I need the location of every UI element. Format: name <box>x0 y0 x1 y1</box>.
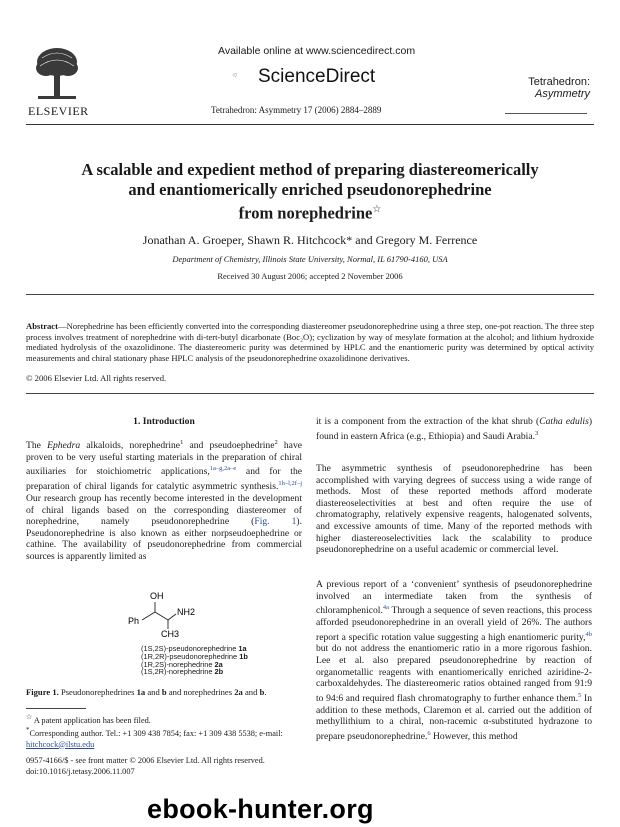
abstract-divider <box>26 393 594 394</box>
abstract-copyright: © 2006 Elsevier Ltd. All rights reserved. <box>26 373 167 383</box>
intro-paragraph-1: The Ephedra alkaloids, norephedrine$^1$ and pseudoephedrine$^2$ have proven to be very useful starting materials in the preparation of chiral auxiliaries for stoichiometric applications,$^{1a-g,2a-e}$ and for the preparation of chiral ligands for catalytic asymmetric synthesis.$^{1h-l,2f-j}$ Our research group has recently become interested in the development of chiral ligands based on the corresponding diastereomer of norephedrine, namely pseudonorephedrine (Fig. 1). Pseudonorephedrine is also known as either norpseudoephedrine or cathine. The availability of pseudonorephedrine from commercial sources is apparently limited as <box>26 439 302 562</box>
publisher-name: ELSEVIER <box>28 104 89 118</box>
abstract <box>26 321 594 363</box>
title-divider <box>26 294 594 295</box>
legend-entry: (1R,2S)-norephedrine 2a <box>141 659 223 669</box>
reference-link[interactable]: 1h–l,2f–j <box>278 480 302 488</box>
issn-line: 0957-4166/$ - see front matter © 2006 Elsevier Ltd. All rights reserved. <box>26 756 265 765</box>
legend-entry: (1S,2S)-pseudonorephedrine 1a <box>141 644 247 653</box>
corresponding-author-note: Corresponding author. Tel.: +1 309 438 7854; fax: +1 309 438 5538; e-mail: <box>29 729 283 739</box>
doi-line[interactable]: doi:10.1016/j.tetasy.2006.11.007 <box>26 766 135 776</box>
title-line-3: from norephedrine <box>238 203 373 223</box>
legend-entry: (1S,2R)-norephedrine 2b <box>141 667 224 677</box>
footnotes: ☆ A patent application has been filed. *Corresponding author. Tel.: +1 309 438 7854; fax: +1 309 438 5538; e-mail: hitchcock@ilstu.edu <box>26 714 283 749</box>
title-star-icon[interactable]: ☆ <box>372 204 382 215</box>
author-list: Jonathan A. Groeper, Shawn R. Hitchcock* and Gregory M. Ferrence <box>142 233 478 247</box>
atom-oh: OH <box>150 591 164 601</box>
figure1-structure <box>128 590 200 638</box>
author-email-link[interactable]: hitchcock@ilstu.edu <box>26 739 95 749</box>
reference-link[interactable]: 5 <box>578 691 582 699</box>
reference-link[interactable]: Fig. 1 <box>254 516 297 528</box>
figure-label: Figure 1. <box>26 687 59 697</box>
reference-link[interactable]: 6 <box>427 729 431 737</box>
elsevier-tree-logo <box>34 44 80 106</box>
intro-col2-paragraph-0: it is a component from the extraction of the khat shrub (Catha edulis) found in eastern Africa (e.g., Ethiopia) and Saudi Arabia.$^3$ <box>316 416 593 442</box>
sciencedirect-wordmark: ScienceDirect <box>258 66 376 87</box>
footnote-star-icon: ☆ <box>26 714 33 721</box>
atom-ph: Ph <box>128 616 140 626</box>
title-line-1: A scalable and expedient method of preparing diastereomerically <box>81 160 539 179</box>
figure-caption-text: Pseudonorephedrines 1a and b and norephedrines 2a and b. <box>60 687 267 697</box>
reference-link[interactable]: 4b <box>585 630 592 638</box>
atom-ch3: CH3 <box>161 629 180 638</box>
watermark: ebook-hunter.org <box>147 794 374 824</box>
intro-col2-paragraph-1: The asymmetric synthesis of pseudonorephedrine has been accomplished with varying degrees of success using a wide range of methods. Most of these reported methods afford moderate diastereoselectivities at best and often require the use of chromatography, relatively expensive reagents, halogenated solvents, and excessive amounts of time. Many of the reported methods with higher diastereoselectivities lack the scalability to produce pseudonorephedrine on a useful academic or commercial level. <box>316 463 592 556</box>
journal-name-line2: Asymmetry <box>535 88 590 100</box>
reference-link[interactable]: 4a <box>382 604 390 612</box>
received-dates: Received 30 August 2006; accepted 2 November 2006 <box>217 271 403 281</box>
journal-name <box>498 76 590 100</box>
journal-name-line1: Tetrahedron: <box>528 76 590 88</box>
affiliation: Department of Chemistry, Illinois State University, Normal, IL 61790-4160, USA <box>172 254 448 264</box>
journal-citation: Tetrahedron: Asymmetry 17 (2006) 2884–2889 <box>211 105 382 115</box>
header-divider <box>26 124 594 125</box>
figure1-caption <box>26 687 267 697</box>
abstract-label: Abstract <box>26 321 58 331</box>
section-heading: 1. Introduction <box>133 416 195 427</box>
abstract-text: —Norephedrine has been efficiently converted into the corresponding diastereomer pseudonorephedrine using a three step, one-pot reaction. The three step process involves treatment of norephedrine with di-tert-butyl dicarbonate (Boc₂O); cyclization by way of mesylate formation at the alcohol; and lithium hydroxide mediated hydrolysis of the oxazolidinone. The diastereomeric purity was determined by HPLC and the enantiomeric purity was determined by optical activity measurements and chiral stationary phase HPLC analysis of the pseudonorephedrine oxazolidinone derivatives. <box>26 321 594 363</box>
sciencedirect-dots-icon <box>232 62 258 88</box>
patent-note: A patent application has been filed. <box>33 715 151 725</box>
atom-nh2: NH2 <box>177 607 196 617</box>
reference-link[interactable]: 1a–g,2a–e <box>209 465 237 473</box>
issn-doi <box>26 756 265 777</box>
intro-col2-paragraph-2: A previous report of a ‘convenient’ synthesis of pseudonorephedrine involved an intermediate taken from the synthesis of chloramphenicol.$^{4a}$ Through a sequence of seven reactions, this process afforded pseudonorephedrine in an overall yield of 26%. The authors report a specific rotation value suggesting a high enantiomeric purity,$^{4b}$ but do not address the enantiomeric ratio in a more rigorous fashion. Lee et al. also prepared pseudonorephedrine by reaction of organometallic reagents with enantiomerically enriched aziridine-2-carboxaldehydes. The diastereomeric ratios obtained ranged from 91:9 to 94:6 and required flash chromatography to further enhance them.$^5$ In addition to these methods, Claremon et al. carried out the addition of methyllithium to a chiral, non-racemic α-substituted hydrazone to prepare pseudonorephedrine.$^6$ However, this method <box>316 579 592 742</box>
footnote-divider <box>26 708 86 709</box>
article-title <box>50 160 570 224</box>
available-online-note[interactable]: Available online at www.sciencedirect.com <box>218 45 416 57</box>
journal-underline <box>505 113 587 114</box>
legend-entry: (1R,2R)-pseudonorephedrine 1b <box>141 651 248 661</box>
title-line-2: and enantiomerically enriched pseudonorephedrine <box>128 180 492 199</box>
figure1-legend <box>141 645 248 676</box>
